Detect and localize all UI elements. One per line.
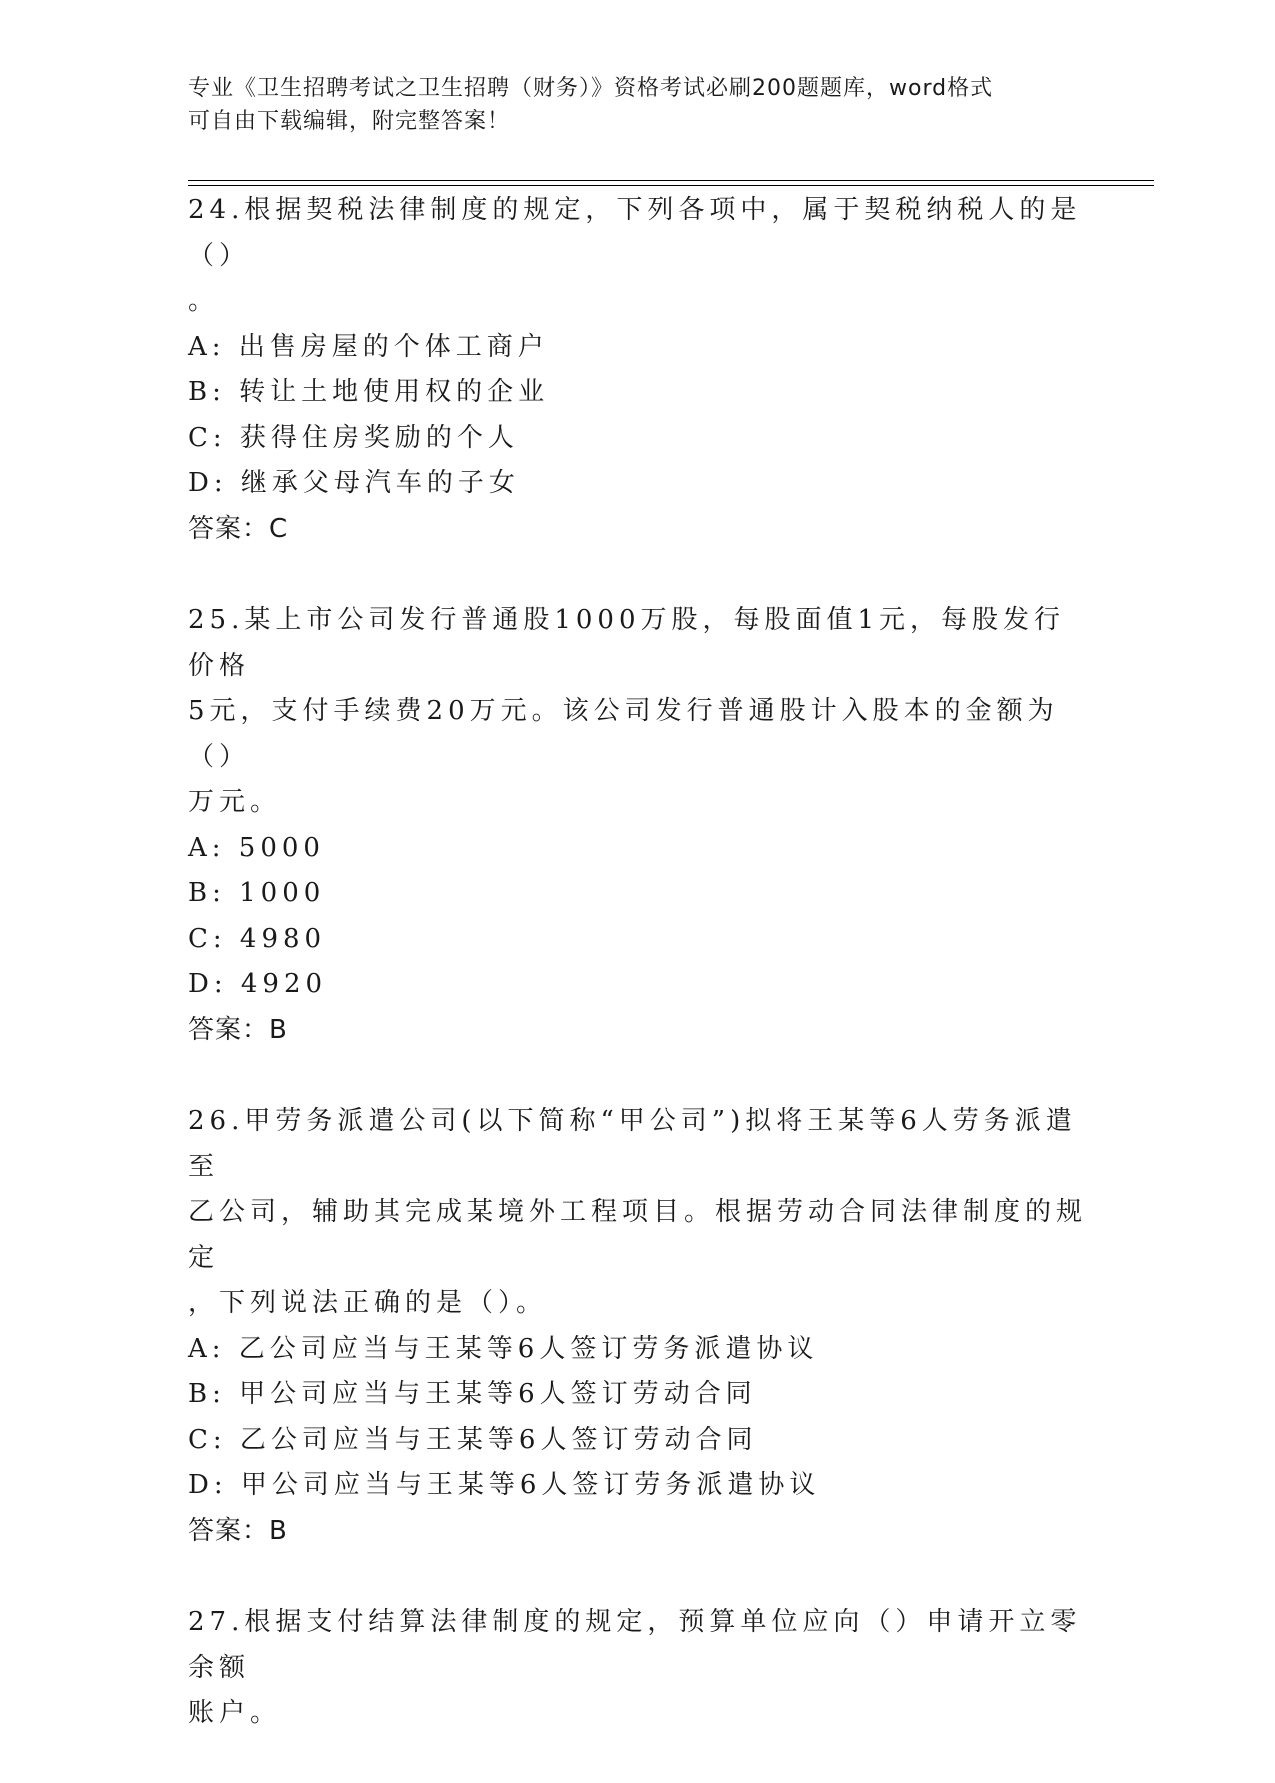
document-header — [188, 72, 1088, 138]
question-stem-line: 账户。 — [188, 1698, 282, 1728]
option-b: B: 1000 — [188, 878, 326, 908]
question-stem-line: 25.某上市公司发行普通股1000万股，每股面值1元，每股发行价格 — [188, 605, 1066, 681]
header-divider-bottom — [188, 185, 1154, 186]
question-stem-line: 5元，支付手续费20万元。该公司发行普通股计入股本的金额为（） — [188, 696, 1059, 772]
question-25 — [188, 598, 1088, 1053]
question-stem-line: 26.甲劳务派遣公司(以下简称“甲公司”)拟将王某等6人劳务派遣至 — [188, 1106, 1077, 1182]
question-list — [188, 188, 1088, 1783]
question-24 — [188, 188, 1088, 552]
option-a: A: 5000 — [188, 832, 325, 863]
answer-label: 答案：B — [188, 1014, 288, 1045]
header-divider-top — [188, 180, 1154, 181]
answer-label: 答案：B — [188, 1515, 288, 1546]
question-stem-line: 。 — [188, 286, 220, 316]
question-27 — [188, 1600, 1088, 1737]
question-stem-line: 乙公司，辅助其完成某境外工程项目。根据劳动合同法律制度的规定 — [188, 1197, 1088, 1273]
option-c: C: 获得住房奖励的个人 — [188, 422, 519, 453]
option-b: B: 转让土地使用权的企业 — [188, 377, 550, 407]
option-d: D: 甲公司应当与王某等6人签订劳务派遣协议 — [188, 1470, 821, 1500]
question-stem-line: ，下列说法正确的是（）。 — [188, 1288, 548, 1318]
option-c: C: 4980 — [188, 923, 327, 954]
option-a: A: 乙公司应当与王某等6人签订劳务派遣协议 — [188, 1333, 819, 1364]
option-c: C: 乙公司应当与王某等6人签订劳动合同 — [188, 1424, 758, 1455]
answer-label: 答案：C — [188, 513, 289, 544]
header-line-1: 专业《卫生招聘考试之卫生招聘（财务）》资格考试必刷200题题库，word格式 — [188, 76, 994, 101]
question-26 — [188, 1099, 1088, 1554]
option-a: A: 出售房屋的个体工商户 — [188, 331, 549, 362]
question-stem-line: 27.根据支付结算法律制度的规定，预算单位应向（）申请开立零余额 — [188, 1607, 1082, 1683]
option-d: D: 继承父母汽车的子女 — [188, 468, 520, 498]
question-stem-line: 24.根据契税法律制度的规定，下列各项中，属于契税纳税人的是（） — [188, 195, 1082, 271]
question-stem-line: 万元。 — [188, 787, 282, 817]
option-b: B: 甲公司应当与王某等6人签订劳动合同 — [188, 1379, 757, 1409]
header-line-2: 可自由下载编辑，附完整答案！ — [188, 109, 511, 134]
option-d: D: 4920 — [188, 969, 328, 999]
